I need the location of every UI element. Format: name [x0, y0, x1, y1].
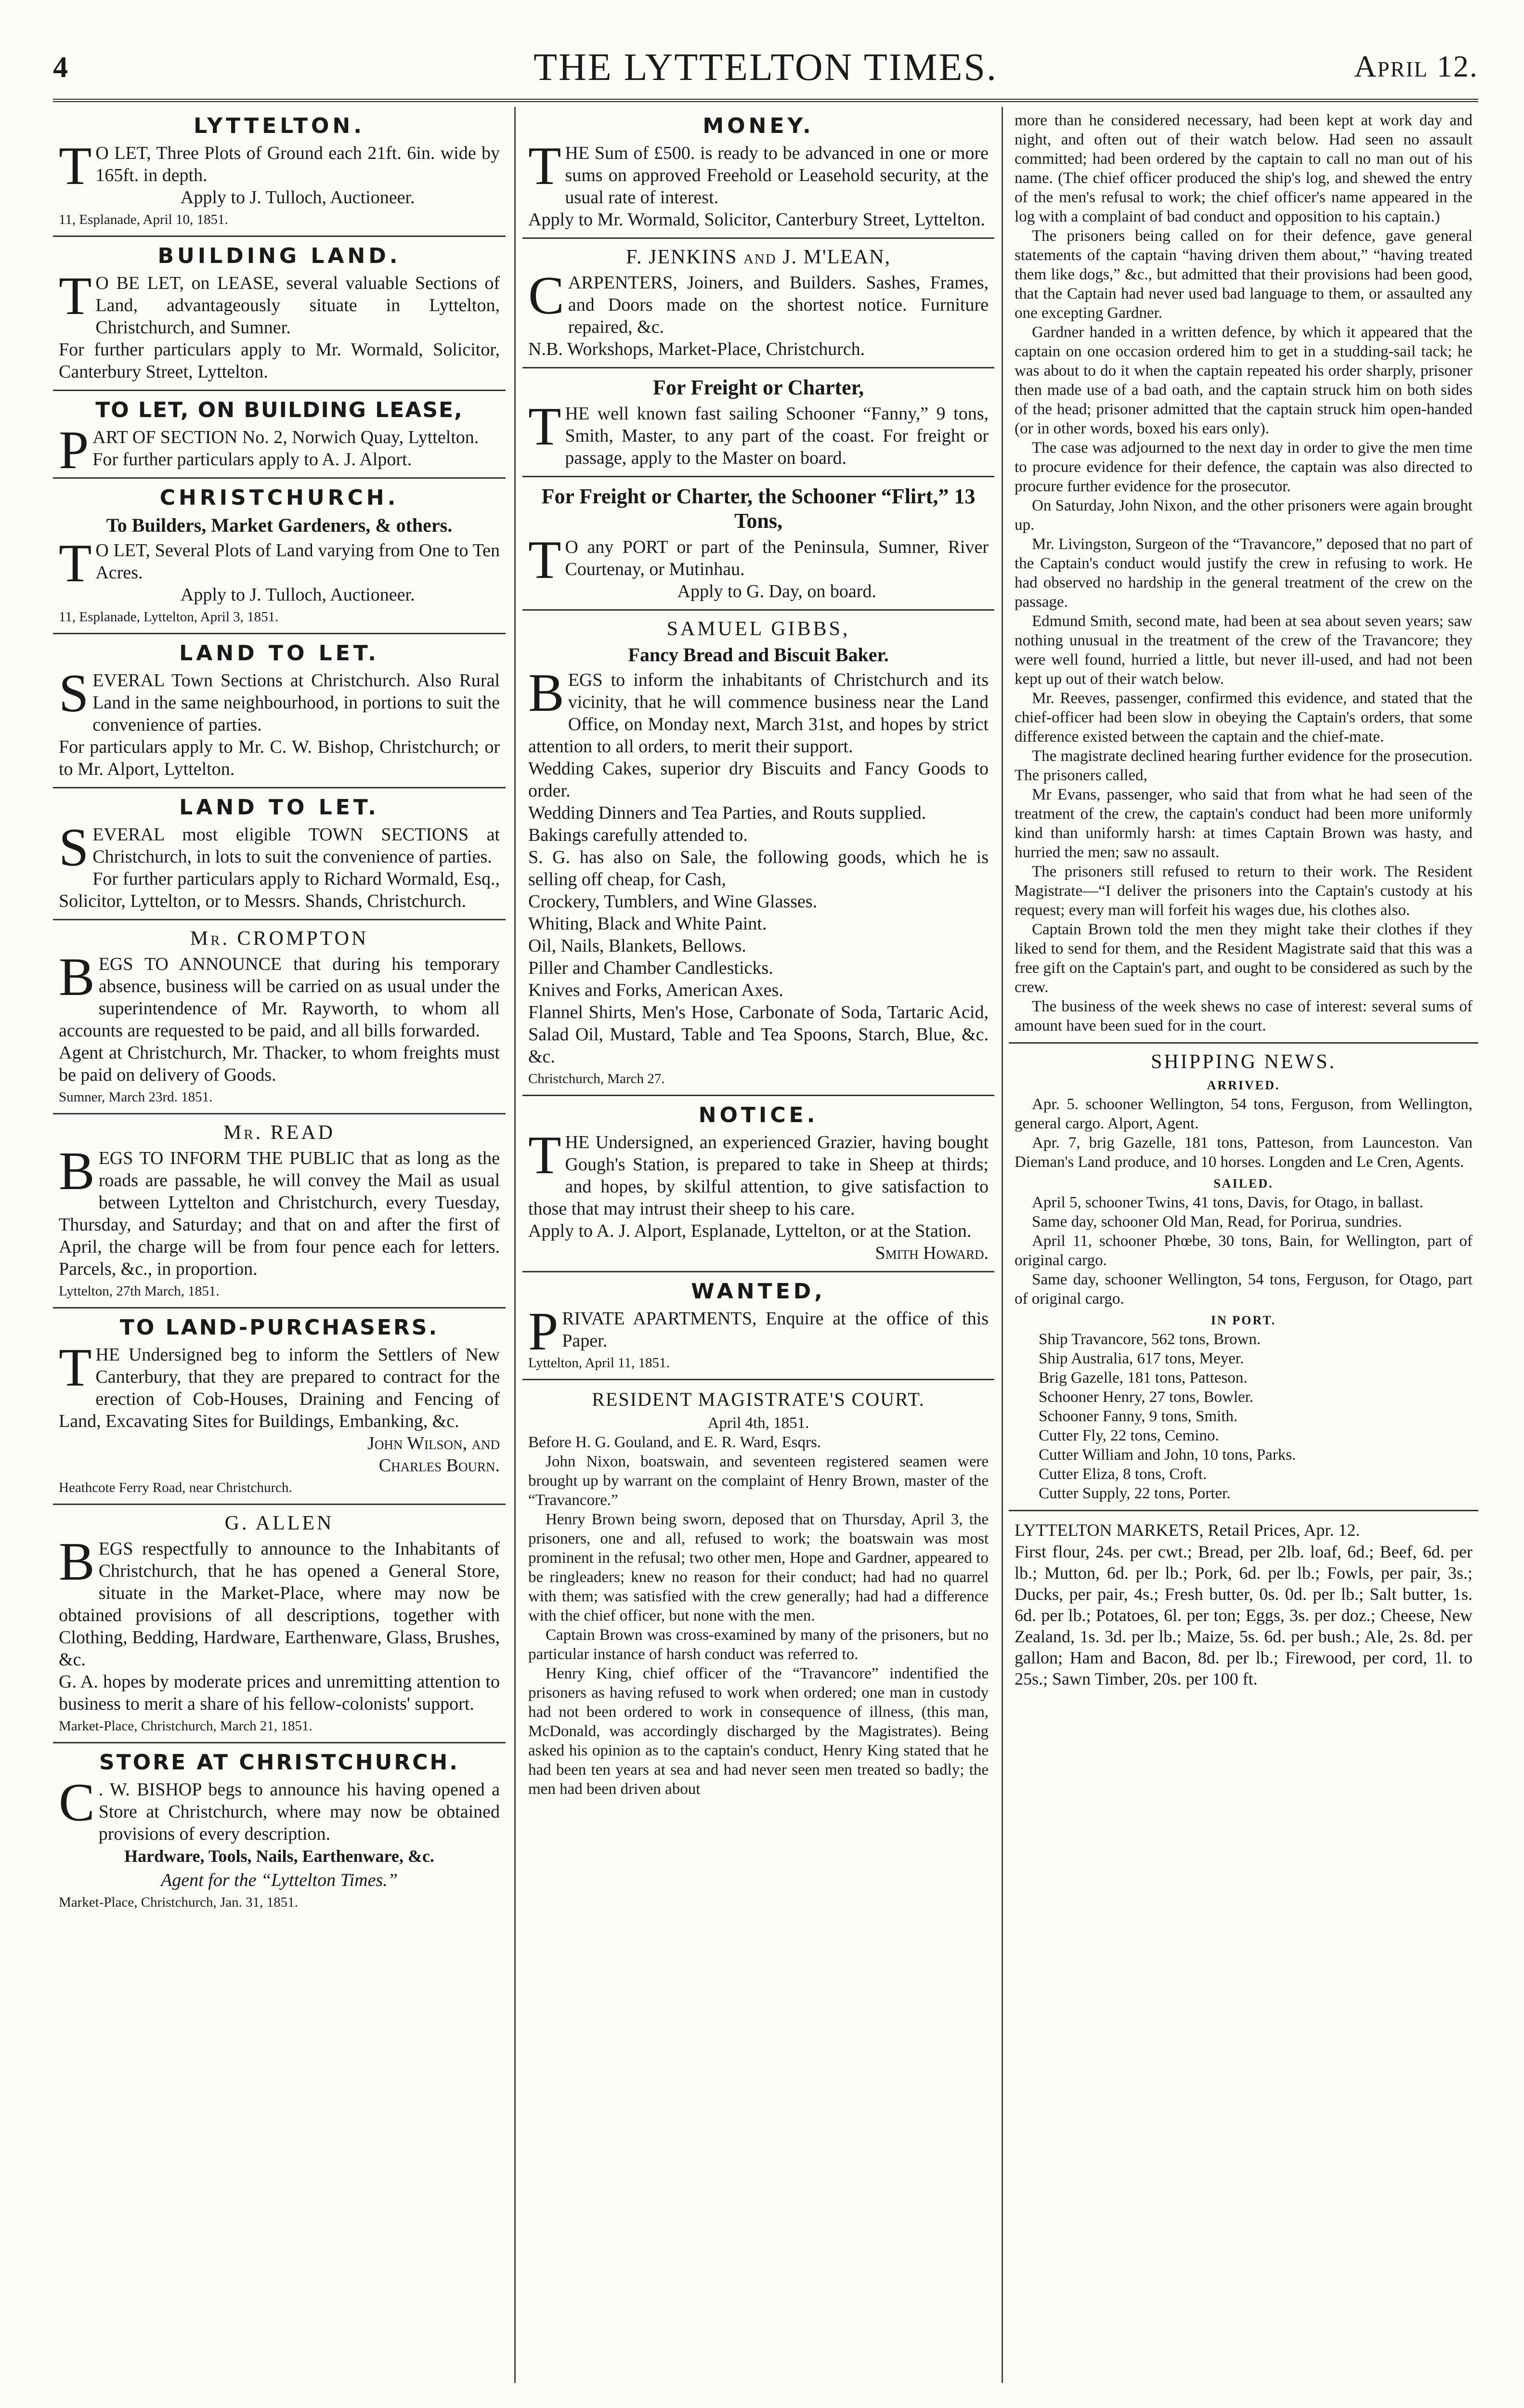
advert-text: EVERAL most eligible TOWN SECTIONS at Christchurch, in lots to suit the convenience of parties.: [92, 824, 500, 867]
column-divider: [514, 107, 516, 2383]
court-paragraph: Edmund Smith, second mate, had been at sea about seven years; saw nothing unusual in the treatment of the crew of the Travancore; they were well found, hurried a little, but never ill-used, and had not been kept up out of their watch below.: [1015, 613, 1472, 688]
advert-heading: Mr. READ: [223, 1122, 336, 1144]
advert-land-to-let-2: [53, 788, 506, 920]
court-paragraph: Captain Brown told the men they might take their clothes if they liked to send for them, and the Resident Magistrate said that this was a free gift on the Captain's part, and ought to be considered as such by the crew.: [1015, 921, 1472, 996]
drop-cap: B: [59, 1532, 95, 1592]
advert-building-lease: [53, 391, 506, 479]
page-number: 4: [53, 51, 68, 84]
advert-line: Knives and Forks, American Axes.: [528, 980, 783, 1000]
shipping-entry: Same day, schooner Old Man, Read, for Porirua, sundries.: [1032, 1213, 1402, 1230]
advert-apply: Apply to J. Tulloch, Auctioneer.: [180, 187, 415, 208]
list-item: Cutter Fly, 22 tons, Cemino.: [1039, 1427, 1219, 1444]
lyttelton-markets: [1009, 1511, 1478, 1696]
drop-cap: B: [59, 947, 95, 1007]
advert-text: ARPENTERS, Joiners, and Builders. Sashes, Frames, and Doors made on the shortest notice. Furniture repaired, &c.: [568, 273, 989, 337]
court-paragraph: Mr. Livingston, Surgeon of the “Travancore,” deposed that no part of the Captain's conduct would justify the crew in refusing to work. He had observed no hardship in the general treatment of the crew on the passage.: [1015, 536, 1472, 611]
advert-heading: LYTTELTON.: [194, 114, 365, 138]
drop-cap: B: [528, 663, 564, 723]
advert-heading: CHRISTCHURCH.: [159, 485, 399, 510]
drop-cap: P: [528, 1302, 559, 1361]
list-item: Cutter Eliza, 8 tons, Croft.: [1039, 1466, 1207, 1483]
drop-cap: B: [59, 1141, 95, 1201]
advert-text: EGS respectfully to announce to the Inhabitants of Christchurch, that he has opened a General Store, situate in the Market-Place, where may now be obtained provisions of all descriptions, together with Clothing, Bedding, Hardware, Earthenware, Glass, Brushes, &c.: [59, 1539, 500, 1670]
drop-cap: S: [59, 664, 89, 723]
advert-signature: Smith Howard.: [875, 1243, 989, 1263]
court-paragraph: Henry King, chief officer of the “Travancore” indentified the prisoners as having refused to work when ordered; one man in custody had not been ordered to work in consequence of illness, (this man, McDonald, was accordingly discharged by the Magistrates). Being asked his opinion as to the captain's conduct, Henry King stated that he had been ten years at sea and had never seen men treated so badly; the men had been driven about: [528, 1665, 989, 1798]
shipping-entry: April 5, schooner Twins, 41 tons, Davis, for Otago, in ballast.: [1032, 1194, 1423, 1211]
court-paragraph: John Nixon, boatswain, and seventeen registered seamen were brought up by warrant on the complaint of Henry Brown, master of the “Travancore.”: [528, 1453, 989, 1509]
advert-lyttelton: [53, 107, 506, 237]
advert-signature: John Wilson, and: [367, 1433, 500, 1453]
shipping-entry: Same day, schooner Wellington, 54 tons, Ferguson, for Otago, part of original cargo.: [1015, 1271, 1472, 1308]
advert-signature: Charles Bourn.: [378, 1455, 500, 1476]
advert-heading: NOTICE.: [698, 1103, 819, 1127]
advert-dateline: 11, Esplanade, April 10, 1851.: [59, 212, 228, 227]
advert-heading: WANTED,: [691, 1279, 826, 1304]
advert-heading: SAMUEL GIBBS,: [666, 618, 850, 640]
advert-subheading: Fancy Bread and Biscuit Baker.: [628, 644, 889, 666]
advert-text: O BE LET, on LEASE, several valuable Sections of Land, advantageously situate in Lyttelton, Christchurch, and Sumner.: [95, 273, 500, 338]
advert-apply: For further particulars apply to A. J. Alport.: [92, 449, 412, 470]
advert-line: Bakings carefully attended to.: [528, 825, 748, 845]
list-item: Ship Travancore, 562 tons, Brown.: [1039, 1331, 1261, 1348]
advert-samuel-gibbs: [522, 611, 994, 1096]
advert-store-christchurch: [53, 1743, 506, 1918]
court-paragraph: The prisoners being called on for their defence, gave general statements of the captain “having driven them about,” “having treated them like dogs,” &c., but admitted that their provisions had been good, that the Captain had never used bad language to them, or assaulted any one excepting Gardner.: [1015, 227, 1472, 322]
advert-line: Piller and Chamber Candlesticks.: [528, 958, 773, 978]
advert-apply: G. A. hopes by moderate prices and unremitting attention to business to merit a share of his fellow-colonists' support.: [59, 1672, 500, 1714]
shipping-entry: April 11, schooner Phœbe, 30 tons, Bain, for Wellington, part of original cargo.: [1015, 1232, 1472, 1269]
drop-cap: P: [59, 420, 89, 480]
advert-crompton: [53, 920, 506, 1114]
drop-cap: S: [59, 818, 89, 877]
advert-wanted: [522, 1272, 994, 1380]
advert-text: ART OF SECTION No. 2, Norwich Quay, Lyttelton.: [92, 427, 479, 447]
shipping-entry: Apr. 5. schooner Wellington, 54 tons, Ferguson, from Wellington, general cargo. Alport, Agent.: [1015, 1096, 1472, 1132]
drop-cap: T: [528, 530, 561, 590]
advert-heading: G. ALLEN: [224, 1512, 334, 1534]
list-item: Cutter William and John, 10 tons, Parks.: [1039, 1446, 1296, 1464]
list-item: Ship Australia, 617 tons, Meyer.: [1039, 1350, 1244, 1367]
advert-subheading: Hardware, Tools, Nails, Earthenware, &c.: [124, 1846, 434, 1866]
advert-apply: Apply to A. J. Alport, Esplanade, Lyttelton, or at the Station.: [528, 1221, 972, 1241]
court-report: [522, 1380, 994, 1806]
court-paragraph: Captain Brown was cross-examined by many of the prisoners, but no particular instance of harsh conduct was referred to.: [528, 1626, 989, 1663]
list-item: Brig Gazelle, 181 tons, Patteson.: [1039, 1369, 1248, 1387]
column-3: [1009, 107, 1478, 2383]
advert-fanny: [522, 368, 994, 477]
advert-heading: BUILDING LAND.: [157, 244, 401, 268]
court-paragraph: The prisoners still refused to return to their work. The Resident Magistrate—“I deliver the prisoners into the Captain's custody at his request; every man will forfeit his wages due, his clothes also.: [1015, 863, 1472, 919]
advert-text: EGS TO INFORM THE PUBLIC that as long as the roads are passable, he will convey the Mail as usual between Lyttelton and Christchurch, every Tuesday, Thursday, and Saturday; and that on and after the first of April, the charge will be from four pence each for letters. Parcels, &c., in proportion.: [59, 1148, 500, 1279]
court-before: Before H. G. Gouland, and E. R. Ward, Esqrs.: [528, 1434, 821, 1451]
drop-cap: T: [528, 1125, 561, 1185]
masthead-rule: [53, 99, 1478, 102]
advert-heading: For Freight or Charter, the Schooner “Flirt,” 13 Tons,: [541, 484, 976, 533]
advert-text: O LET, Three Plots of Ground each 21ft. 6in. wide by 165ft. in depth.: [95, 143, 500, 185]
advert-apply: For further particulars apply to Richard Wormald, Esq., Solicitor, Lyttelton, or to Messrs. Shands, Christchurch.: [59, 869, 500, 911]
list-item: Schooner Fanny, 9 tons, Smith.: [1039, 1408, 1238, 1425]
advert-apply: Apply to G. Day, on board.: [677, 581, 876, 602]
in-port-list: [1015, 1330, 1472, 1503]
court-paragraph: On Saturday, John Nixon, and the other prisoners were again brought up.: [1015, 497, 1472, 534]
advert-building-land: [53, 237, 506, 391]
advert-jenkins-mclean: [522, 239, 994, 368]
court-heading: RESIDENT MAGISTRATE'S COURT.: [592, 1388, 925, 1410]
advert-text: RIVATE APARTMENTS, Enquire at the office of this Paper.: [562, 1309, 989, 1351]
advert-money: [522, 107, 994, 239]
court-paragraph: Mr. Reeves, passenger, confirmed this evidence, and stated that the chief-officer had been slow in obeying the Captain's orders, that some difference existed between the captain and the chief-mate.: [1015, 690, 1472, 746]
advert-heading: STORE AT CHRISTCHURCH.: [99, 1750, 459, 1775]
advert-text: EGS TO ANNOUNCE that during his temporary absence, business will be carried on as usual under the superintendence of Mr. Rayworth, to whom all accounts are requested to be paid, and all bills forwarded.: [59, 954, 500, 1041]
advert-heading: TO LAND-PURCHASERS.: [119, 1315, 439, 1340]
court-paragraph: The case was adjourned to the next day in order to give the men time to procure evidence for their defence, the captain was also directed to procure further evidence for the prosecutor.: [1015, 439, 1472, 495]
shipping-section-label: SAILED.: [1213, 1177, 1274, 1191]
shipping-section-label: ARRIVED.: [1207, 1078, 1280, 1092]
advert-dateline: Market-Place, Christchurch, Jan. 31, 1851.: [59, 1895, 298, 1910]
markets-prices: First flour, 24s. per cwt.; Bread, per 2lb. loaf, 6d.; Beef, 6d. per lb.; Mutton, 6d. per lb.; Pork, 6d. per lb.; Fowls, per pair, 3s.; Ducks, per pair, 4s.; Fresh butter, 0s. 0d. per lb.; Salt butter, 1s. 6d. per lb.; Potatoes, 6l. per ton; Eggs, 3s. per doz.; Cheese, New Zealand, 1s. 3d. per lb.; Maize, 5s. 6d. per bush.; Ale, 2s. 8d. per gallon; Ham and Bacon, 8d. per lb.; Firewood, per cord, 1l. to 25s.; Sawn Timber, 20s. per 100 ft.: [1015, 1542, 1472, 1688]
advert-text: O any PORT or part of the Peninsula, Sumner, River Courtenay, or Mutinhau.: [565, 537, 989, 579]
drop-cap: T: [59, 1338, 92, 1398]
advert-agent: Agent for the “Lyttelton Times.”: [161, 1870, 398, 1890]
advert-christchurch: [53, 479, 506, 634]
advert-apply: Agent at Christchurch, Mr. Thacker, to whom freights must be paid on delivery of Goods.: [59, 1043, 500, 1085]
advert-apply: N.B. Workshops, Market-Place, Christchurch.: [528, 339, 865, 359]
advert-text: EVERAL Town Sections at Christchurch. Also Rural Land in the same neighbourhood, in portions to suit the convenience of parties.: [92, 670, 500, 735]
masthead: [53, 46, 1478, 99]
court-paragraph: The magistrate declined hearing further evidence for the prosecution. The prisoners called,: [1015, 747, 1472, 784]
shipping-entry: Apr. 7, brig Gazelle, 181 tons, Patteson, from Launceston. Van Dieman's Land produce, and 10 horses. Longden and Le Cren, Agents.: [1015, 1134, 1472, 1171]
list-item: Schooner Henry, 27 tons, Bowler.: [1039, 1388, 1254, 1406]
drop-cap: C: [59, 1773, 95, 1832]
advert-heading: Mr. CROMPTON: [190, 928, 369, 950]
list-item: Cutter Supply, 22 tons, Porter.: [1039, 1485, 1231, 1502]
advert-heading: LAND TO LET.: [179, 795, 379, 820]
advert-heading: For Freight or Charter,: [652, 376, 864, 399]
advert-subheading: To Builders, Market Gardeners, & others.: [106, 514, 453, 536]
drop-cap: T: [528, 397, 561, 457]
markets-heading: LYTTELTON MARKETS, Retail Prices, Apr. 12.: [1015, 1520, 1360, 1540]
advert-heading: TO LET, ON BUILDING LEASE,: [95, 398, 463, 422]
shipping-heading: SHIPPING NEWS.: [1150, 1051, 1337, 1073]
advert-dateline: Market-Place, Christchurch, March 21, 1851.: [59, 1718, 313, 1734]
advert-text: O LET, Several Plots of Land varying from One to Ten Acres.: [95, 540, 500, 583]
advert-apply: Apply to J. Tulloch, Auctioneer.: [180, 585, 415, 605]
shipping-section-label: IN PORT.: [1211, 1313, 1277, 1327]
column-2: [522, 107, 994, 2383]
advert-text: HE Sum of £500. is ready to be advanced in one or more sums on approved Freehold or Leasehold security, at the usual rate of interest.: [565, 143, 989, 208]
advert-dateline: 11, Esplanade, Lyttelton, April 3, 1851.: [59, 609, 279, 625]
court-paragraph: more than he considered necessary, had been kept at work day and night, and often out of their watch below. Had seen no assault committed; had been ordered by the captain to call no man out of his name. (The chief officer produced the ship's log, and shewed the entry of the men's refusal to work; the chief officer's name appeared in the log with a complaint of bad conduct and opposition to his captain.): [1015, 112, 1472, 225]
advert-apply: Apply to Mr. Wormald, Solicitor, Canterbury Street, Lyttelton.: [528, 209, 985, 230]
court-paragraph: Gardner handed in a written defence, by which it appeared that the captain on one occasion ordered him to get in a studding-sail tack; he was about to do it when the captain repeated his order sharply, prisoner then made use of a bad oath, and the captain struck him on both sides of the head; prisoner admitted that the captain struck him open-handed (or in other words, boxed his ears only).: [1015, 324, 1472, 437]
advert-land-purchasers: [53, 1309, 506, 1505]
drop-cap: T: [59, 136, 92, 196]
advert-line: Oil, Nails, Blankets, Bellows.: [528, 936, 746, 956]
advert-apply: For further particulars apply to Mr. Wormald, Solicitor, Canterbury Street, Lyttelton.: [59, 340, 500, 382]
advert-heading: F. JENKINS and J. M'LEAN,: [626, 246, 891, 268]
advert-text: HE Undersigned beg to inform the Settlers of New Canterbury, that they are prepared to contract for the erection of Cob-Houses, Draining and Fencing of Land, Excavating Sites for Buildings, Embanking, &c.: [59, 1345, 500, 1431]
advert-text: HE Undersigned, an experienced Grazier, having bought Gough's Station, is prepared to take in Sheep at thirds; and hopes, by skilful attention, to give satisfaction to those that may intrust their sheep to his care.: [528, 1132, 989, 1219]
drop-cap: T: [59, 266, 92, 326]
advert-flirt: [522, 477, 994, 611]
advert-read: [53, 1114, 506, 1309]
advert-notice: [522, 1096, 994, 1272]
drop-cap: C: [528, 266, 564, 326]
advert-dateline: Lyttelton, April 11, 1851.: [528, 1355, 670, 1371]
court-paragraph: The business of the week shews no case of interest: several sums of amount have been sued for in the court.: [1015, 998, 1472, 1034]
court-paragraph: Mr Evans, passenger, who said that from what he had seen of the treatment of the crew, the captain's conduct had been more uniformly kind than uniformly harsh: at times Captain Brown was hasty, and hurried the men; saw no assault.: [1015, 786, 1472, 861]
advert-text: HE well known fast sailing Schooner “Fanny,” 9 tons, Smith, Master, to any part of the coast. For freight or passage, apply to the Master on board.: [565, 404, 989, 468]
court-report-continued: [1009, 107, 1478, 1044]
advert-text: EGS to inform the inhabitants of Christchurch and its vicinity, that he will commence business near the Land Office, on Monday next, March 31st, and hopes by strict attention to all orders, to merit their support.: [528, 670, 989, 757]
advert-dateline: Lyttelton, 27th March, 1851.: [59, 1283, 220, 1299]
drop-cap: T: [528, 136, 561, 196]
advert-line: Flannel Shirts, Men's Hose, Carbonate of Soda, Tartaric Acid, Salad Oil, Mustard, Table and Tea Spoons, Starch, Blue, &c. &c.: [528, 1002, 989, 1067]
advert-line: Crockery, Tumblers, and Wine Glasses.: [528, 891, 818, 912]
column-divider: [1002, 107, 1003, 2383]
advert-heading: LAND TO LET.: [179, 641, 379, 666]
advert-dateline: Heathcote Ferry Road, near Christchurch.: [59, 1480, 292, 1495]
advert-line: Whiting, Black and White Paint.: [528, 914, 767, 934]
column-1: [53, 107, 506, 2383]
drop-cap: T: [59, 534, 92, 593]
advert-line: Wedding Dinners and Tea Parties, and Routs supplied.: [528, 803, 926, 823]
advert-dateline: Sumner, March 23rd. 1851.: [59, 1089, 213, 1105]
advert-dateline: Christchurch, March 27.: [528, 1071, 665, 1086]
advert-text: . W. BISHOP begs to announce his having opened a Store at Christchurch, where may now be obtained provisions of every description.: [98, 1780, 500, 1844]
advert-heading: MONEY.: [703, 114, 814, 138]
issue-date: April 12.: [1354, 49, 1478, 83]
court-paragraph: Henry Brown being sworn, deposed that on Thursday, April 3, the prisoners, one and all, refused to work; the boatswain was most prominent in the refusal; two other men, Hope and Gardner, appeared to be ringleaders; knew no reason for their conduct; had had no quarrel with them; was satisfied with the crew generally; had had a difference with the chief officer, but none with the men.: [528, 1511, 989, 1624]
shipping-news: [1009, 1044, 1478, 1511]
advert-line: Wedding Cakes, superior dry Biscuits and Fancy Goods to order.: [528, 759, 989, 801]
court-date: April 4th, 1851.: [707, 1414, 809, 1432]
newspaper-title: THE LYTTELTON TIMES.: [534, 46, 998, 89]
advert-land-to-let-1: [53, 634, 506, 788]
advert-g-allen: [53, 1505, 506, 1743]
advert-apply: For particulars apply to Mr. C. W. Bishop, Christchurch; or to Mr. Alport, Lyttelton.: [59, 737, 500, 779]
advert-line: S. G. has also on Sale, the following goods, which he is selling off cheap, for Cash,: [528, 847, 989, 890]
